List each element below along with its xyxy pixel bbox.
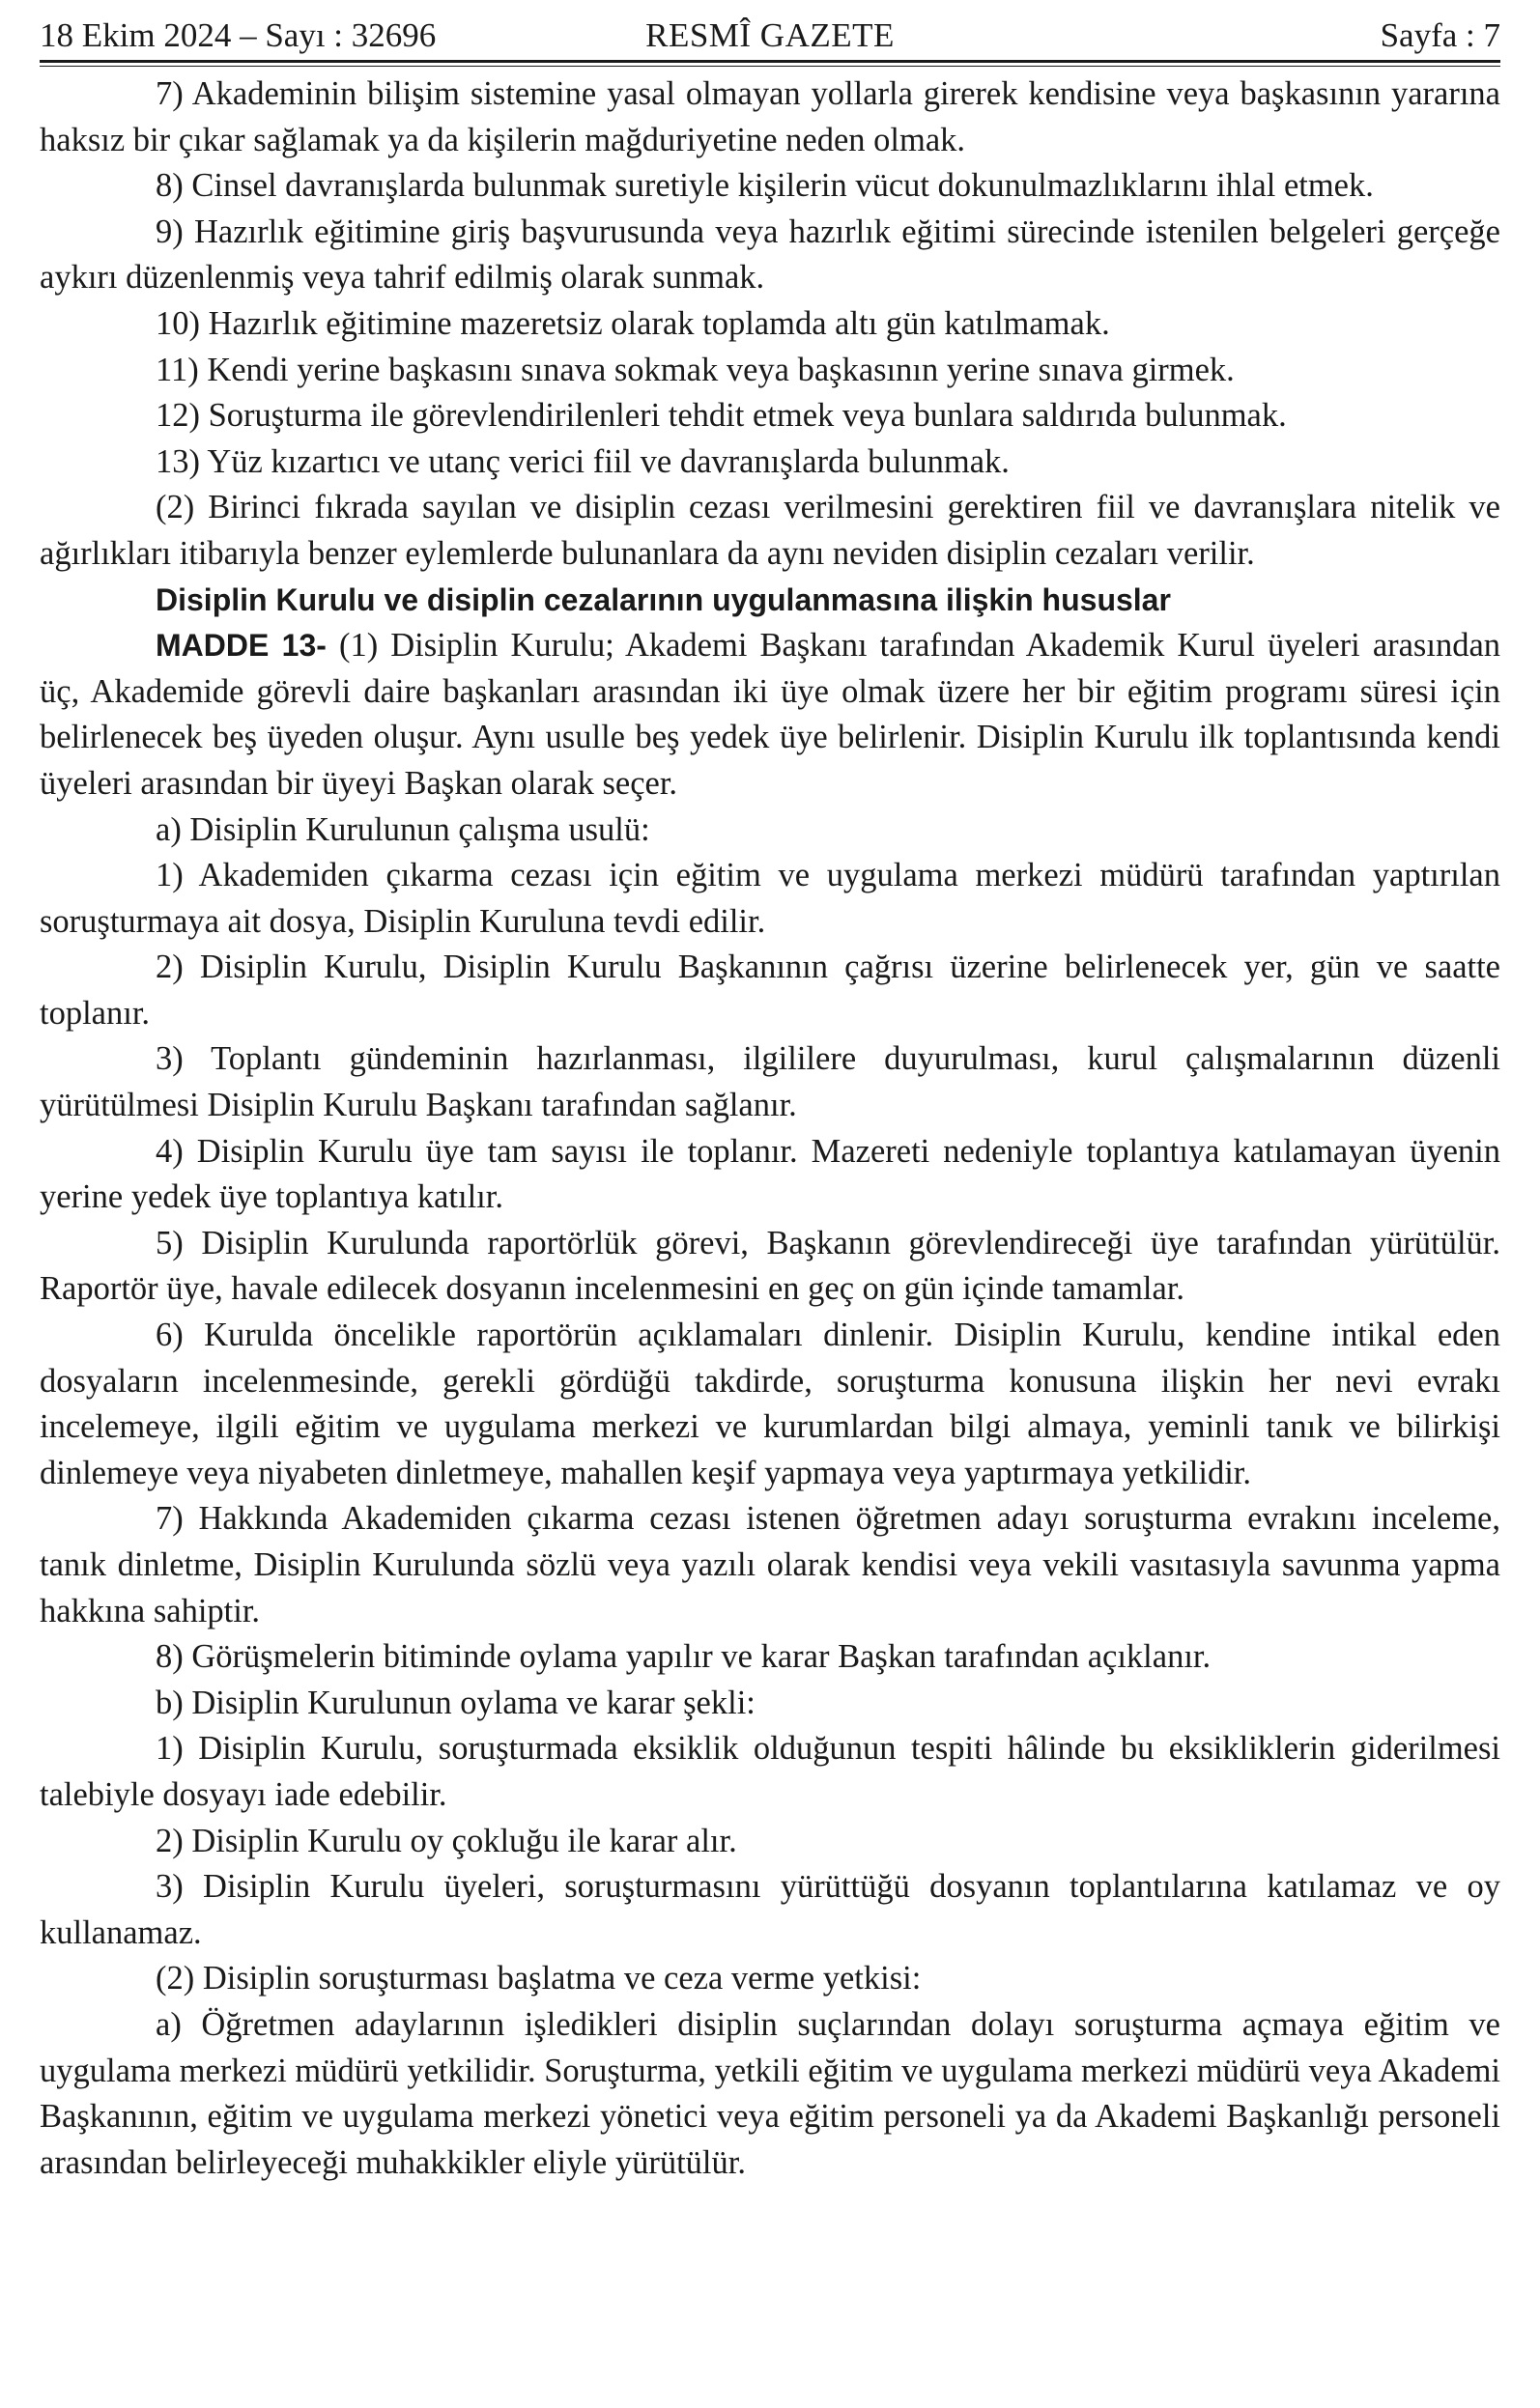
paragraph-item-11: 11) Kendi yerine başkasını sınava sokmak veya başkasının yerine sınava girmek. [156, 351, 1235, 388]
paragraph-a-8: 8) Görüşmelerin bitiminde oylama yapılır ve karar Başkan tarafından açıklanır. [156, 1638, 1212, 1676]
issue-date-number: 18 Ekim 2024 – Sayı : 32696 [40, 16, 437, 54]
paragraph-authority-a: a) Öğretmen adaylarının işledikleri disiplin suçlarından dolayı soruşturma açmaya eğitim ve uygulama merkezi müdürü yetkilidir. Soruşturma, yetkili eğitim ve uygulama merkezi müdürü veya Akademi Başkanının, eğitim ve uygulama merkezi yönetici veya eğitim personeli ya da Akademi Başkanlığı personeli arasından belirleyeceği muhakkikler eliyle yürütülür. [40, 2005, 1500, 2181]
paragraph-a-1: 1) Akademiden çıkarma cezası için eğitim ve uygulama merkezi müdürü tarafından yaptırılan soruşturmaya ait dosya, Disiplin Kuruluna tevdi edilir. [40, 857, 1500, 940]
paragraph-b-2: 2) Disiplin Kurulu oy çokluğu ile karar alır. [156, 1822, 737, 1859]
madde-13-paragraph [40, 623, 1500, 807]
paragraph-a-5: 5) Disiplin Kurulunda raportörlük görevi, Başkanın görevlendireceği üye tarafından yürütülür. Raportör üye, havale edilecek dosyanın incelenmesini en geç on gün içinde tamamlar. [40, 1224, 1500, 1308]
article-body [40, 71, 1500, 2186]
paragraph-a-7: 7) Hakkında Akademiden çıkarma cezası istenen öğretmen adayı soruşturma evrakını inceleme, tanık dinletme, Disiplin Kurulunda sözlü veya yazılı olarak kendisi veya vekili vasıtasıyla savunma yapma hakkına sahiptir. [40, 1500, 1500, 1629]
madde-text: (1) Disiplin Kurulu; Akademi Başkanı tarafından Akademik Kurul üyeleri arasından üç, Akademide görevli daire başkanları arasından iki üye olmak üzere her bir eğitim programı süresi için belirlenecek beş üyeden oluşur. Aynı usulle beş yedek üye belirlenir. Disiplin Kurulu ilk toplantısında kendi üyeleri arasından bir üyeyi Başkan olarak seçer. [40, 627, 1501, 802]
paragraph-clause-2-authority: (2) Disiplin soruşturması başlatma ve ceza verme yetkisi: [156, 1960, 922, 1997]
paragraph-b-1: 1) Disiplin Kurulu, soruşturmada eksiklik olduğunun tespiti hâlinde bu eksikliklerin giderilmesi talebiyle dosyayı iade edebilir. [40, 1730, 1500, 1813]
paragraph-item-12: 12) Soruşturma ile görevlendirilenleri tehdit etmek veya bunlara saldırıda bulunmak. [156, 397, 1287, 435]
paragraph-a-6: 6) Kurulda öncelikle raportörün açıklamaları dinlenir. Disiplin Kurulu, kendine intikal eden dosyaların incelenmesinde, gerekli gördüğü takdirde, soruşturma konusuna ilişkin her nevi evrakı incelemeye, ilgili eğitim ve uygulama merkezi ve kurumlardan bilgi almaya, yeminli tanık ve bilirkişi dinlemeye veya niyabeten dinletmeye, mahallen keşif yapmaya veya yaptırmaya yetkilidir. [40, 1317, 1500, 1491]
madde-label: MADDE 13- [156, 628, 327, 664]
paragraph-clause-2: (2) Birinci fıkrada sayılan ve disiplin cezası verilmesini gerektiren fiil ve davranışlara nitelik ve ağırlıkları itibarıyla benzer eylemlerde bulunanlara da aynı neviden disiplin cezaları verilir. [40, 489, 1500, 572]
paragraph-b-heading: b) Disiplin Kurulunun oylama ve karar şekli: [156, 1684, 756, 1721]
header-rule-thin [40, 66, 1500, 67]
page-number: Sayfa : 7 [1380, 16, 1500, 54]
paragraph-a-heading: a) Disiplin Kurulunun çalışma usulü: [156, 810, 650, 848]
paragraph-item-10: 10) Hazırlık eğitimine mazeretsiz olarak toplamda altı gün katılmamak. [156, 304, 1110, 342]
section-heading: Disiplin Kurulu ve disiplin cezalarının uygulanmasına ilişkin hususlar [156, 581, 1171, 617]
gazette-title: RESMÎ GAZETE [645, 16, 895, 54]
paragraph-b-3: 3) Disiplin Kurulu üyeleri, soruşturmasını yürüttüğü dosyanın toplantılarına katılamaz ve oy kullanamaz. [40, 1868, 1500, 1951]
paragraph-item-8: 8) Cinsel davranışlarda bulunmak suretiyle kişilerin vücut dokunulmazlıklarını ihlal etmek. [156, 167, 1374, 205]
paragraph-item-9: 9) Hazırlık eğitimine giriş başvurusunda veya hazırlık eğitimi sürecinde istenilen belgeleri gerçeğe aykırı düzenlenmiş veya tahrif edilmiş olarak sunmak. [40, 212, 1500, 297]
paragraph-a-3: 3) Toplantı gündeminin hazırlanması, ilgililere duyurulması, kurul çalışmalarının düzenli yürütülmesi Disiplin Kurulu Başkanı tarafından sağlanır. [40, 1040, 1500, 1124]
header-rule-thick [40, 60, 1500, 63]
paragraph-a-4: 4) Disiplin Kurulu üye tam sayısı ile toplanır. Mazereti nedeniyle toplantıya katılamayan üyenin yerine yedek üye toplantıya katılır. [40, 1132, 1500, 1216]
paragraph-item-7: 7) Akademinin bilişim sistemine yasal olmayan yollarla girerek kendisine veya başkasının yararına haksız bir çıkar sağlamak ya da kişilerin mağduriyetine neden olmak. [40, 75, 1500, 158]
paragraph-item-13: 13) Yüz kızartıcı ve utanç verici fiil ve davranışlarda bulunmak. [156, 442, 1010, 480]
paragraph-a-2: 2) Disiplin Kurulu, Disiplin Kurulu Başkanının çağrısı üzerine belirlenecek yer, gün ve saatte toplanır. [40, 949, 1500, 1032]
page-header [40, 14, 1500, 58]
